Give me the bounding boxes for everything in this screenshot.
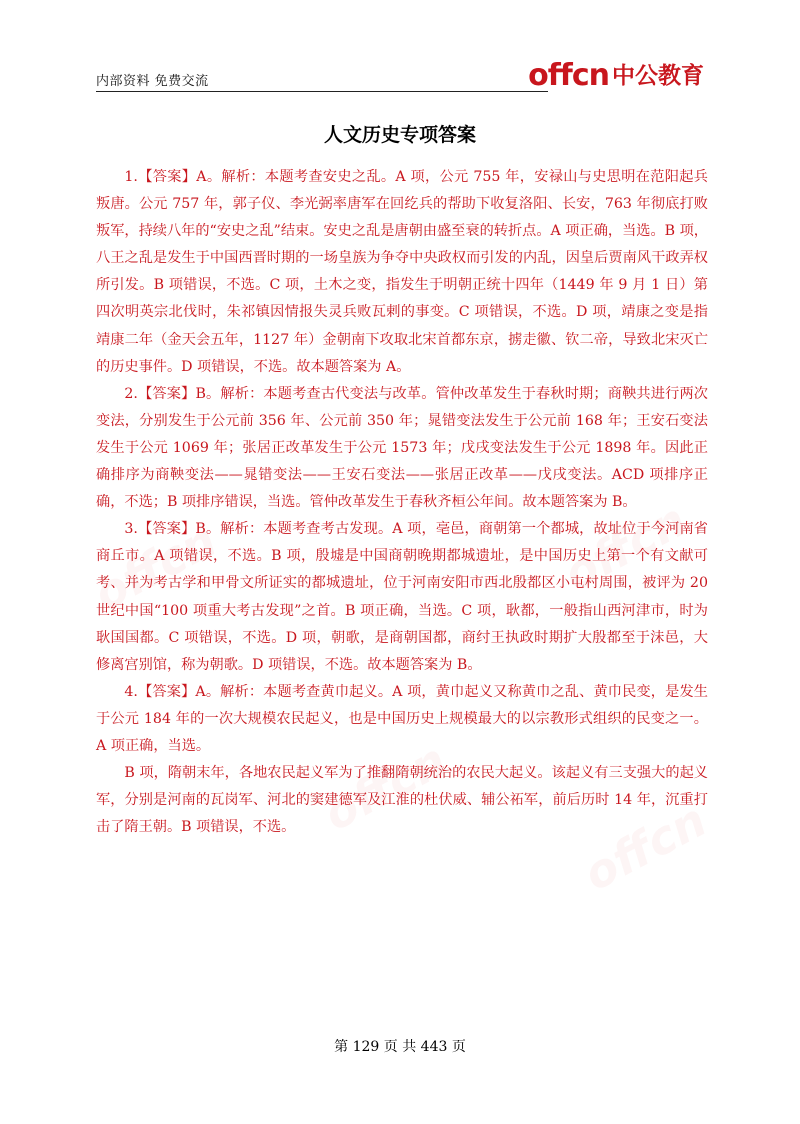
page-title: 人文历史专项答案 [323,124,476,146]
answer-paragraph: 2.【答案】B。解析：本题考查古代变法与改革。管仲改革发生于春秋时期；商鞅共进行两次变法，分别发生于公元前 356 年、公元前 350 年；晁错变法发生于公元前 168 年；王安石变法发生于公元 1069 年；张居正改革发生于公元 1573 年；戊戌变法发生于公元 1898 年。因此正确排序为商鞅变法——晁错变法——王安石变法——张居正改革——戊戌变法。ACD 项排序正确，不选；B 项排序错误，当选。管仲改革发生于春秋齐桓公年间。故本题答案为 B。 [96,385,708,511]
answer-paragraph: 3.【答案】B。解析：本题考查考古发现。A 项，亳邑，商朝第一个都城，故址位于今河南省商丘市。A 项错误，不选。B 项，殷墟是中国商朝晚期都城遗址，是中国历史上第一个有文献可考、并为考古学和甲骨文所证实的都城遗址，位于河南安阳市西北殷都区小屯村周围，被评为 20 世纪中国“100 项重大考古发现”之首。B 项正确，当选。C 项，耿都，一般指山西河津市，时为耿国国都。C 项错误，不选。D 项，朝歌，是商朝国都，商纣王执政时期扩大殷都至于沬邑，大修离宫别馆，称为朝歌。D 项错误，不选。故本题答案为 B。 [96,521,708,673]
page-header [96,58,708,94]
logo-chinese-name: 中公教育 [612,63,704,89]
header-divider [96,91,548,92]
page-number: 第 129 页 共 443 页 [334,1039,466,1055]
answer-paragraph: B 项，隋朝末年，各地农民起义军为了推翻隋朝统治的农民大起义。该起义有三支强大的起义军，分别是河南的瓦岗军、河北的窦建德军及江淮的杜伏威、辅公祏军，前后历时 14 年，沉重打击了隋王朝。B 项错误，不选。 [96,765,708,836]
answer-paragraph: 4.【答案】A。解析：本题考查黄巾起义。A 项，黄巾起义又称黄巾之乱、黄巾民变，是发生于公元 184 年的一次大规模农民起义，也是中国历史上规模最大的以宗教形式组织的民变之一。A 项正确，当选。 [96,683,708,754]
answer-paragraph: 1.【答案】A。解析：本题考查安史之乱。A 项，公元 755 年，安禄山与史思明在范阳起兵叛唐。公元 757 年，郭子仪、李光弼率唐军在回纥兵的帮助下收复洛阳、长安，763 年彻底打败叛军，持续八年的“安史之乱”结束。安史之乱是唐朝由盛至衰的转折点。A 项正确，当选。B 项，八王之乱是发生于中国西晋时期的一场皇族为争夺中央政权而引发的内乱，因皇后贾南风干政弄权所引发。B 项错误，不选。C 项，土木之变，指发生于明朝正统十四年（1449 年 9 月 1 日）第四次明英宗北伐时，朱祁镇因情报失灵兵败瓦剌的事变。C 项错误，不选。D 项，靖康之变是指靖康二年（金天会五年，1127 年）金朝南下攻取北宋首都东京，掳走徽、钦二帝，导致北宋灭亡的历史事件。D 项错误，不选。故本题答案为 A。 [96,169,708,375]
answer-content [96,164,708,841]
logo-wordmark: offcn [528,58,609,93]
header-caption: 内部资料 免费交流 [96,74,209,89]
offcn-logo [528,58,704,94]
